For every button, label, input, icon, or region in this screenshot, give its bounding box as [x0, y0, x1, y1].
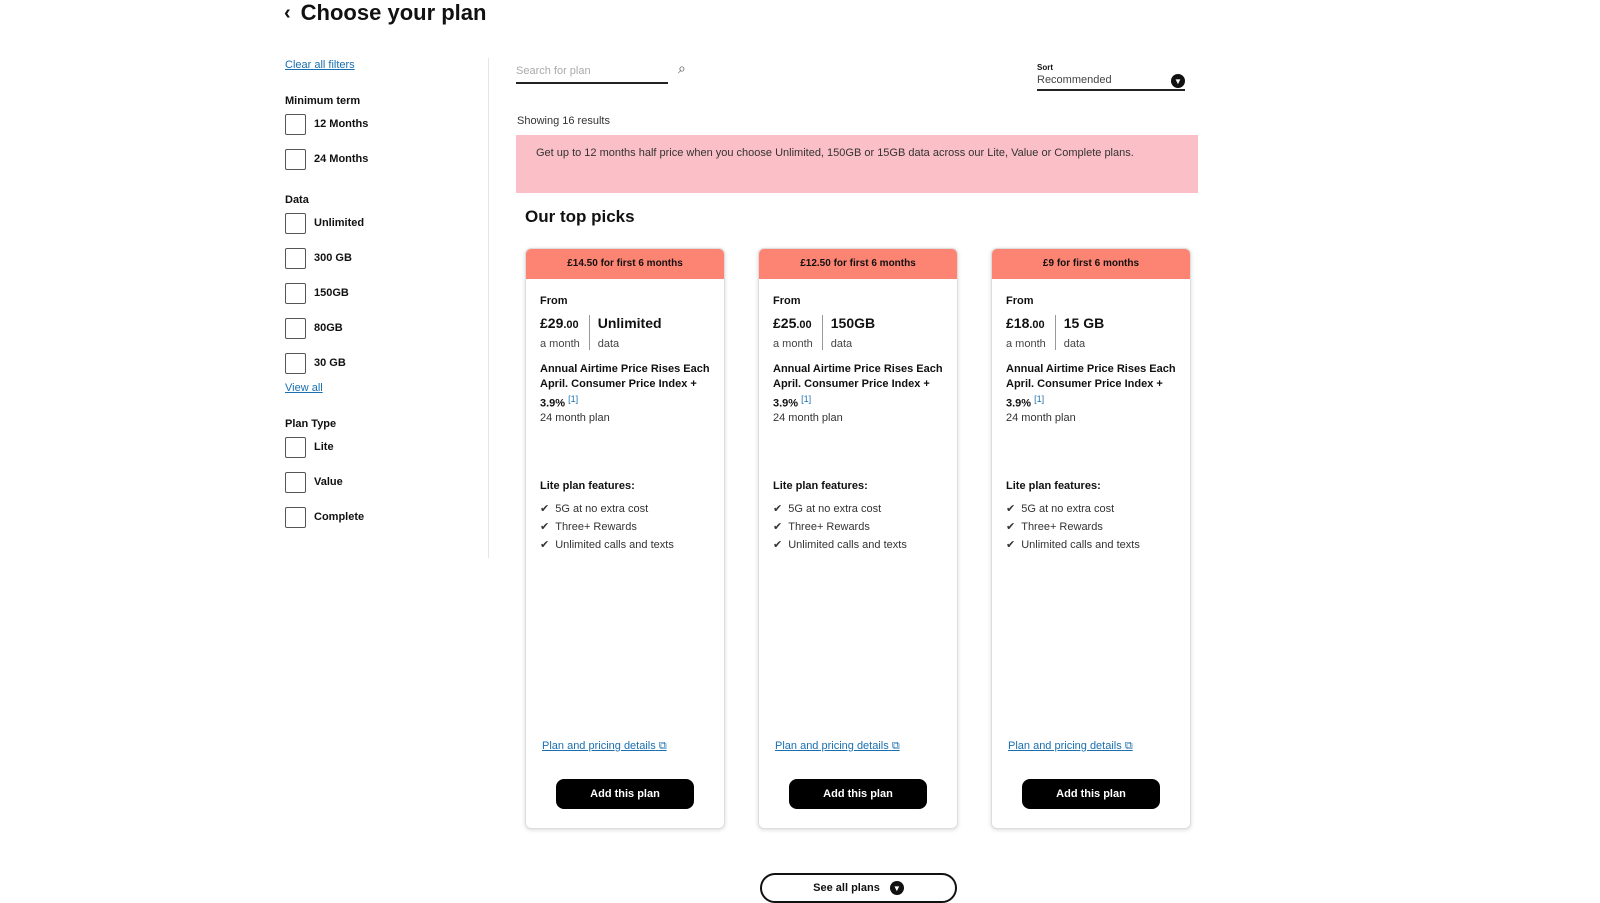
feature-label: Three+ Rewards: [555, 520, 637, 533]
checkbox-label: Lite: [314, 441, 334, 453]
filter-checkbox[interactable]: [285, 113, 368, 135]
checkbox-box[interactable]: [285, 283, 306, 304]
price-rise-text: Annual Airtime Price Rises Each April. Consumer Price Index + 3.9%: [773, 363, 943, 410]
checkbox-box[interactable]: [285, 437, 306, 458]
data-label: data: [830, 338, 853, 350]
offer-header: £14.50 for first 6 months: [526, 249, 724, 279]
plan-term: 24 month plan: [1006, 411, 1076, 424]
feature-item: [773, 518, 943, 536]
checkbox-box[interactable]: [285, 472, 306, 493]
data-label: data: [1063, 338, 1086, 350]
sort-select[interactable]: [1037, 63, 1185, 91]
filter-checkbox[interactable]: [285, 317, 368, 339]
feature-label: Unlimited calls and texts: [1021, 538, 1140, 551]
check-icon: ✔: [773, 521, 783, 534]
feature-item: [1006, 500, 1176, 518]
from-label: From: [773, 295, 801, 307]
filter-sidebar: [285, 59, 368, 528]
checkbox-box[interactable]: [285, 318, 306, 339]
checkbox-label: 300 GB: [314, 252, 352, 264]
features-title: Lite plan features:: [773, 479, 868, 492]
search-icon[interactable]: ⌕: [678, 60, 686, 76]
page-header: [284, 0, 486, 26]
sidebar-divider: [488, 58, 489, 558]
plan-details-link[interactable]: [542, 740, 667, 753]
plan-details-link[interactable]: [775, 740, 900, 753]
offer-header: £12.50 for first 6 months: [759, 249, 957, 279]
price: £29: [540, 315, 564, 331]
top-picks-heading: Our top picks: [525, 207, 635, 226]
check-icon: ✔: [540, 539, 550, 552]
offer-header: £9 for first 6 months: [992, 249, 1190, 279]
external-window-icon: ⧉: [1124, 740, 1133, 752]
external-window-icon: ⧉: [658, 740, 667, 752]
clear-filters-link[interactable]: Clear all filters: [285, 59, 355, 71]
price-period: a month: [1006, 338, 1046, 350]
from-label: From: [540, 295, 568, 307]
feature-item: [773, 500, 943, 518]
external-window-icon: ⧉: [891, 740, 900, 752]
checkbox-box[interactable]: [285, 149, 306, 170]
features-title: Lite plan features:: [1006, 479, 1101, 492]
price-pence: .00: [796, 319, 812, 331]
sort-value: Recommended: [1037, 74, 1112, 86]
checkbox-box[interactable]: [285, 248, 306, 269]
feature-label: 5G at no extra cost: [788, 502, 882, 515]
checkbox-label: 80GB: [314, 322, 343, 334]
checkbox-label: 12 Months: [314, 118, 369, 130]
checkbox-box[interactable]: [285, 507, 306, 528]
check-icon: ✔: [540, 503, 550, 516]
price: £25: [773, 315, 797, 331]
chevron-down-icon: ▼: [1171, 74, 1185, 88]
plan-term: 24 month plan: [540, 411, 610, 424]
checkbox-label: Complete: [314, 511, 365, 523]
checkbox-label: 150GB: [314, 287, 349, 299]
checkbox-box[interactable]: [285, 114, 306, 135]
chevron-down-icon: ▼: [890, 881, 904, 895]
checkbox-label: 24 Months: [314, 153, 369, 165]
plan-card: [758, 248, 958, 829]
filter-checkbox[interactable]: [285, 148, 368, 170]
from-label: From: [1006, 295, 1034, 307]
promo-banner: Get up to 12 months half price when you choose Unlimited, 150GB or 15GB data across our Lite, Value or Complete plans.: [516, 135, 1198, 193]
view-all-link[interactable]: View all: [285, 382, 323, 394]
checkbox-label: Unlimited: [314, 217, 365, 229]
filter-checkbox[interactable]: [285, 247, 368, 269]
feature-label: 5G at no extra cost: [1021, 502, 1115, 515]
price: £18: [1006, 315, 1030, 331]
filter-checkbox[interactable]: [285, 506, 368, 528]
search-input[interactable]: [516, 60, 686, 84]
plan-card: [991, 248, 1191, 829]
checkbox-box[interactable]: [285, 213, 306, 234]
data-amount: 15 GB: [1063, 315, 1105, 331]
price-rise-text: Annual Airtime Price Rises Each April. Consumer Price Index + 3.9%: [1006, 363, 1176, 410]
plan-details-link[interactable]: [1008, 740, 1133, 753]
feature-label: Three+ Rewards: [788, 520, 870, 533]
price-pence: .00: [1029, 319, 1045, 331]
feature-label: 5G at no extra cost: [555, 502, 649, 515]
add-plan-button[interactable]: Add this plan: [789, 779, 927, 809]
feature-label: Three+ Rewards: [1021, 520, 1103, 533]
see-all-label: See all plans: [813, 882, 880, 894]
page-title: Choose your plan: [300, 0, 487, 25]
footnote-link[interactable]: [1]: [1034, 394, 1045, 404]
data-amount: 150GB: [830, 315, 876, 331]
feature-label: Unlimited calls and texts: [555, 538, 674, 551]
footnote-link[interactable]: [1]: [568, 394, 579, 404]
check-icon: ✔: [773, 539, 783, 552]
price-period: a month: [773, 338, 813, 350]
feature-item: [540, 536, 710, 554]
back-chevron-icon[interactable]: ‹: [284, 1, 291, 24]
details-label: Plan and pricing details: [775, 740, 889, 752]
details-label: Plan and pricing details: [1008, 740, 1122, 752]
price-rise-text: Annual Airtime Price Rises Each April. Consumer Price Index + 3.9%: [540, 363, 710, 410]
filter-heading: Data: [285, 194, 309, 206]
check-icon: ✔: [540, 521, 550, 534]
filter-checkbox[interactable]: [285, 436, 368, 458]
price-pence: .00: [563, 319, 579, 331]
filter-checkbox[interactable]: [285, 282, 368, 304]
details-label: Plan and pricing details: [542, 740, 656, 752]
checkbox-box[interactable]: [285, 353, 306, 374]
feature-item: [1006, 518, 1176, 536]
plan-card: [525, 248, 725, 829]
filter-checkbox[interactable]: [285, 471, 368, 493]
add-plan-button[interactable]: Add this plan: [1022, 779, 1160, 809]
feature-label: Unlimited calls and texts: [788, 538, 907, 551]
plan-term: 24 month plan: [773, 411, 843, 424]
check-icon: ✔: [1006, 521, 1016, 534]
price-period: a month: [540, 338, 580, 350]
data-label: data: [597, 338, 620, 350]
filter-checkbox[interactable]: [285, 212, 368, 234]
search-placeholder: Search for plan: [516, 65, 591, 77]
data-amount: Unlimited: [597, 315, 662, 331]
sort-label: Sort: [1037, 63, 1053, 72]
check-icon: ✔: [773, 503, 783, 516]
checkbox-label: 30 GB: [314, 357, 346, 369]
feature-item: [540, 500, 710, 518]
see-all-plans-button[interactable]: [760, 873, 957, 903]
filter-checkbox[interactable]: [285, 352, 368, 374]
features-title: Lite plan features:: [540, 479, 635, 492]
filter-heading: Minimum term: [285, 95, 361, 107]
results-count: Showing 16 results: [517, 115, 610, 127]
footnote-link[interactable]: [1]: [801, 394, 812, 404]
feature-item: [1006, 536, 1176, 554]
checkbox-label: Value: [314, 476, 343, 488]
check-icon: ✔: [1006, 503, 1016, 516]
add-plan-button[interactable]: Add this plan: [556, 779, 694, 809]
feature-item: [773, 536, 943, 554]
filter-heading: Plan Type: [285, 418, 337, 430]
feature-item: [540, 518, 710, 536]
check-icon: ✔: [1006, 539, 1016, 552]
